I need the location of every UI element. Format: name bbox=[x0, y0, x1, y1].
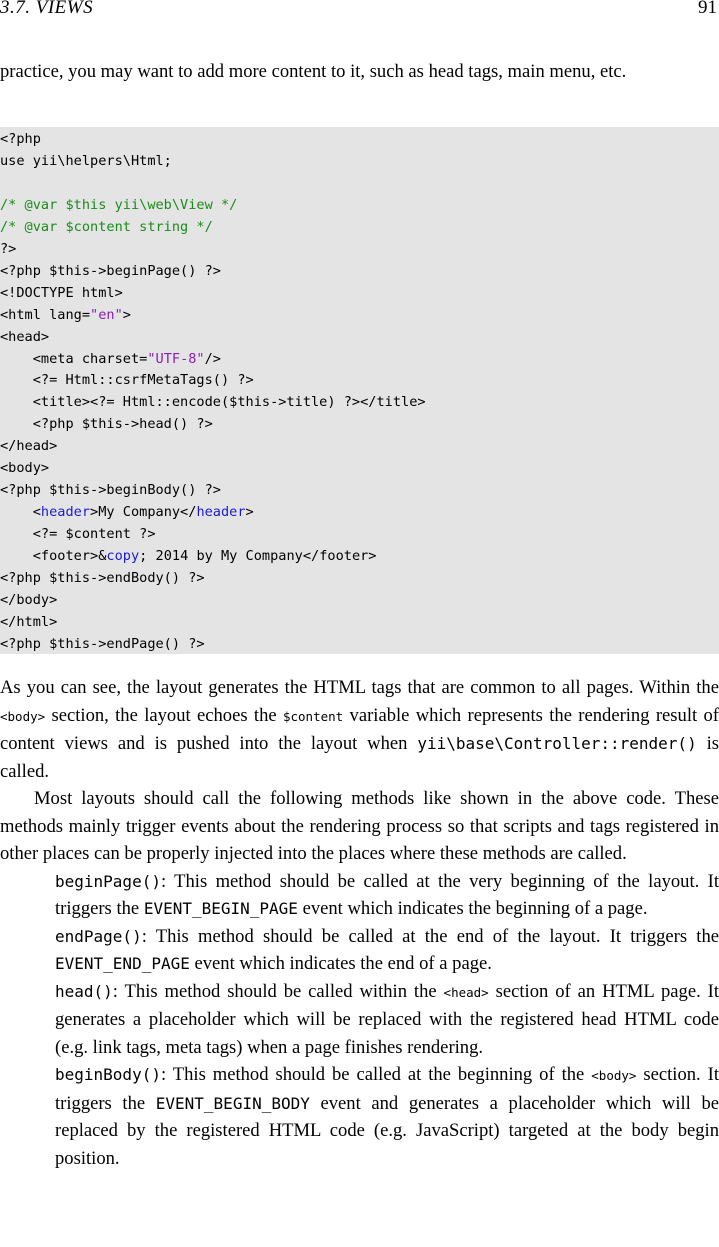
code-line bbox=[0, 548, 377, 564]
render-method-code: yii\base\Controller::render() bbox=[417, 734, 697, 753]
code-line bbox=[0, 570, 205, 586]
code-line bbox=[0, 482, 221, 498]
text-run: event and generates a placeholder which will be replaced by the registered HTML code (e.g. JavaScript) targeted at the body begin position. bbox=[55, 1092, 719, 1169]
code-line bbox=[0, 197, 237, 213]
code-token: "en" bbox=[90, 306, 123, 323]
list-item-beginpage bbox=[55, 868, 719, 923]
code-token: </html> bbox=[0, 613, 58, 630]
page-number: 91 bbox=[698, 0, 717, 18]
code-line bbox=[0, 504, 254, 520]
code-line bbox=[0, 329, 49, 345]
code-token: > bbox=[245, 504, 254, 521]
code-token: /* @var $this yii\web\View */ bbox=[0, 196, 238, 213]
list-item-beginbody bbox=[55, 1061, 719, 1172]
code-line bbox=[0, 592, 57, 608]
code-line bbox=[0, 438, 57, 454]
code-token: /* @var $content string */ bbox=[0, 218, 213, 235]
content-variable-code: $content bbox=[282, 708, 344, 724]
method-name: endPage() bbox=[55, 926, 142, 946]
list-item-endpage bbox=[55, 923, 719, 978]
code-token: ?> bbox=[0, 240, 17, 257]
code-line bbox=[0, 394, 426, 410]
code-line bbox=[0, 307, 131, 323]
code-token: <?php $this->beginBody() ?> bbox=[0, 482, 221, 499]
code-token: <body> bbox=[0, 460, 50, 477]
code-token: <meta charset= bbox=[0, 350, 148, 367]
code-line bbox=[0, 263, 221, 279]
code-line bbox=[0, 351, 221, 367]
code-token: <?php $this->endBody() ?> bbox=[0, 570, 205, 587]
code-token: <!DOCTYPE html> bbox=[0, 284, 123, 301]
code-line bbox=[0, 241, 16, 257]
code-line bbox=[0, 614, 57, 630]
text-run: : This method should be called at the end of the layout. It triggers the bbox=[141, 925, 719, 947]
code-token: <html lang= bbox=[0, 306, 91, 323]
code-token: > bbox=[122, 306, 131, 323]
body-tag-code: <body> bbox=[0, 708, 46, 724]
text-run: event which indicates the end of a page. bbox=[189, 953, 492, 974]
code-token: <title><?= Html::encode($this->title) ?></title> bbox=[0, 394, 426, 411]
code-line bbox=[0, 219, 213, 235]
paragraph-methods-intro: Most layouts should call the following methods like shown in the above code. These methods mainly trigger events about the rendering process so that scripts and tags registered in other places can be properly injected into the places where these methods are called. bbox=[0, 788, 719, 864]
text-run: As you can see, the layout generates the HTML tags that are common to all pages. Within the bbox=[0, 677, 719, 698]
code-token: <?= $content ?> bbox=[0, 526, 156, 543]
code-token: <?php $this->endPage() ?> bbox=[0, 635, 205, 652]
code-line bbox=[0, 636, 205, 652]
event-name: EVENT_BEGIN_BODY bbox=[155, 1093, 310, 1113]
method-name: head() bbox=[55, 981, 113, 1001]
text-run: variable which represents the rendering result of content views and is pushed into the layout when bbox=[0, 704, 719, 754]
code-token: <head> bbox=[0, 328, 50, 345]
code-line bbox=[0, 460, 49, 476]
code-line bbox=[0, 153, 172, 169]
running-header bbox=[0, 0, 719, 22]
method-name: beginPage() bbox=[55, 871, 161, 891]
code-token: header bbox=[40, 504, 91, 521]
code-line bbox=[0, 416, 213, 432]
code-token: <?php $this->beginPage() ?> bbox=[0, 262, 221, 279]
code-token: "UTF-8" bbox=[147, 350, 205, 367]
code-token: <?php bbox=[0, 131, 41, 147]
code-line bbox=[0, 372, 254, 388]
code-line bbox=[0, 131, 41, 147]
list-item-head bbox=[55, 978, 719, 1062]
text-run: section of an HTML page. It generates a placeholder which will be replaced with the registered head HTML code (e.g. link tags, meta tags) when a page finishes rendering. bbox=[55, 980, 719, 1058]
code-token: </body> bbox=[0, 592, 58, 609]
code-line bbox=[0, 285, 123, 301]
code-token: use yii\helpers\Html; bbox=[0, 152, 172, 169]
code-token: /> bbox=[204, 350, 221, 367]
body-tag-code: <body> bbox=[591, 1068, 637, 1083]
section-title: 3.7. VIEWS bbox=[0, 0, 94, 18]
event-name: EVENT_BEGIN_PAGE bbox=[143, 899, 298, 918]
head-tag-code: <head> bbox=[443, 984, 489, 1000]
paragraph-layout-explanation bbox=[0, 674, 719, 785]
text-run: event which indicates the beginning of a page. bbox=[297, 898, 648, 919]
text-run: : This method should be called within the bbox=[112, 980, 444, 1002]
code-token: <?= Html::csrfMetaTags() ?> bbox=[0, 372, 254, 389]
event-name: EVENT_END_PAGE bbox=[55, 954, 190, 973]
method-name: beginBody() bbox=[55, 1065, 161, 1084]
code-token: ; 2014 by My Company</footer> bbox=[139, 548, 377, 565]
intro-paragraph: practice, you may want to add more content to it, such as head tags, main menu, etc. bbox=[0, 61, 627, 82]
text-run: section, the layout echoes the bbox=[45, 704, 283, 726]
text-run: section. It triggers the bbox=[55, 1064, 719, 1114]
code-token: < bbox=[0, 504, 41, 521]
code-listing bbox=[0, 129, 426, 656]
text-run: : This method should be called at the beginning of the bbox=[160, 1064, 592, 1085]
text-run: is called. bbox=[0, 733, 719, 782]
code-token: <?php $this->head() ?> bbox=[0, 416, 213, 433]
code-token: </head> bbox=[0, 438, 58, 455]
code-token: <footer>& bbox=[0, 548, 107, 565]
code-token: header bbox=[196, 504, 246, 521]
code-token: copy bbox=[106, 548, 140, 565]
body-text bbox=[0, 674, 719, 1172]
code-line bbox=[0, 526, 156, 542]
code-token: >My Company</ bbox=[90, 504, 197, 521]
text-run: : This method should be called at the very beginning of the layout. It triggers the bbox=[55, 870, 719, 919]
code-block bbox=[0, 127, 719, 654]
